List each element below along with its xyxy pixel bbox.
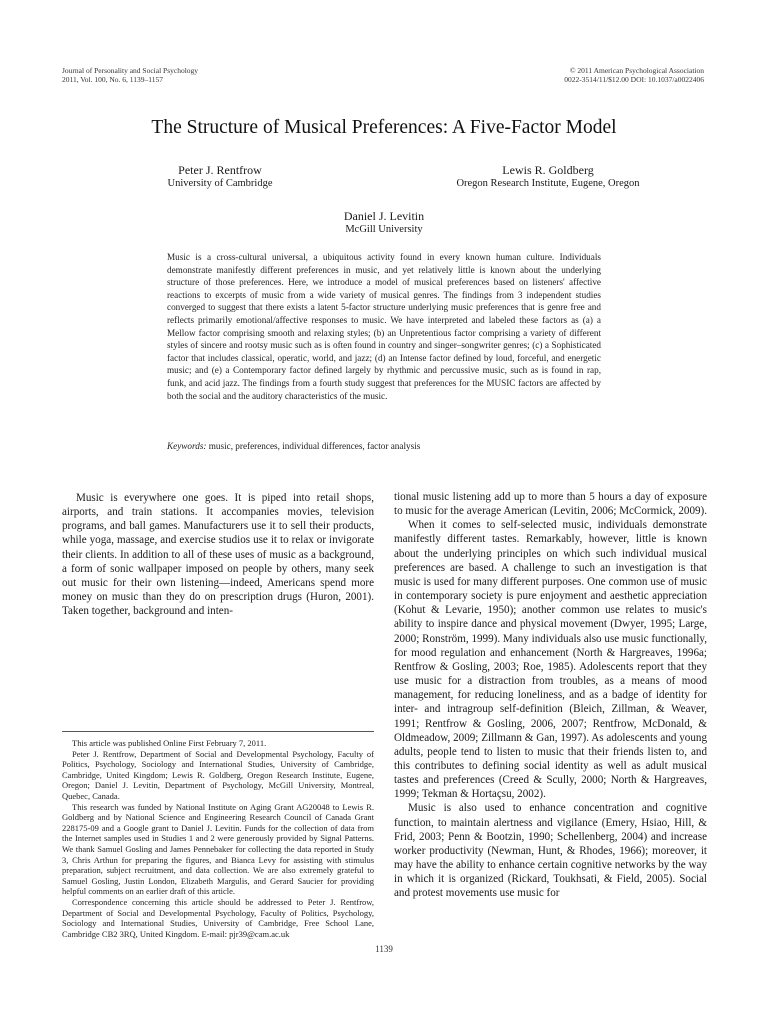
abstract: Music is a cross-cultural universal, a ubiquitous activity found in every known human culture. Individuals demonstrate manifestly different preferences in music, and yet relatively little is known about the underlying structure of those preferences. Here, we introduce a model of musical preferences based on listeners' affective reactions to excerpts of music from a wide variety of musical genres. The findings from 3 independent studies converged to suggest that there exists a latent 5-factor structure underlying music preferences that is genre free and reflects primarily emotional/affective responses to music. We have interpreted and labeled these factors as (a) a Mellow factor comprising smooth and relaxing styles; (b) an Unpretentious factor comprising a variety of different styles of sincere and rootsy music such as is often found in country and singer–songwriter genres; (c) a Sophisticated factor that includes classical, operatic, world, and jazz; (d) an Intense factor defined by loud, forceful, and energetic music; and (e) a Contemporary factor defined largely by rhythmic and percussive music, such as is found in rap, funk, and acid jazz. The findings from a fourth study suggest that preferences for the MUSIC factors are affected by both the social and the auditory characteristics of the music. [167,252,601,401]
body-paragraph: Music is everywhere one goes. It is piped into retail shops, airports, and train stations. It accompanies movies, television programs, and ball games. Manufacturers use it to sell their products, while yoga, massage, and exercise studios use it to relax or invigorate their clients. In addition to all of these uses of music as a background, a form of sonic wallpaper imposed on people by others, many seek out music for their own listening—indeed, Americans spend more money on music than they do on prescription drugs (Huron, 2001). Taken together, background and inten- [62,492,374,618]
author-name: Daniel J. Levitin [343,209,425,223]
doi-line: 0022-3514/11/$12.00 DOI: 10.1037/a0022406 [564,75,704,84]
copyright-line: © 2011 American Psychological Association [569,66,704,75]
body-column-left [62,491,374,618]
body-paragraph: When it comes to self-selected music, individuals demonstrate manifestly different tastes. Remarkably, however, little is known about the underlying principles on which such individual musical preferences are based. A challenge to such an investigation is that music is used for many different purposes. One common use of music in contemporary society is pure enjoyment and aesthetic appreciation (Kohut & Levarie, 1950); another common use relates to music's ability to inspire dance and physical movement (Dwyer, 1995; Large, 2000; Ronström, 1999). Many individuals also use music functionally, for mood regulation and enhancement (North & Hargreaves, 1996a; Rentfrow & Gosling, 2003; Roe, 1985). Adolescents report that they use music for a distraction from troubles, as a means of mood management, for reducing loneliness, and as a badge of identity for inter- and intragroup self-definition (Bleich, Zillman, & Weaver, 1991; Rentfrow & Gosling, 2006, 2007; Rentfrow, McDonald, & Oldmeadow, 2009; Zillmann & Gan, 1997). As adolescents and young adults, people tend to listen to music that their friends listen to, and this contributes to defining social identity as well as adult musical tastes and preferences (Creed & Scully, 2000; North & Hargreaves, 1999; Tekman & Hortaçsu, 2002). [394,519,707,801]
page-number: 1139 [375,944,393,954]
author-affiliation: McGill University [345,224,423,235]
body-column-right [394,490,707,901]
body-paragraph: Music is also used to enhance concentration and cognitive function, to maintain alertness and vigilance (Emery, Hsiao, Hill, & Frid, 2003; Penn & Bootzin, 1990; Schellenberg, 2004) and increase worker productivity (Newman, Hunt, & Rhodes, 1966); moreover, it may have the ability to enhance certain cognitive networks by the way in which it is organized (Rickard, Toukhsati, & Field, 2005). Social and protest movements use music for [394,802,707,900]
journal-citation [62,66,198,84]
body-paragraph: tional music listening add up to more than 5 hours a day of exposure to music for the average American (Levitin, 2006; McCormick, 2009). [394,491,708,518]
author-block [284,210,484,236]
keywords [167,440,601,452]
footnote-divider [62,731,374,732]
author-block [140,164,300,190]
footnote-paragraph: This article was published Online First February 7, 2011. [72,738,267,748]
author-affiliation: University of Cambridge [167,178,273,189]
keywords-label: Keywords: [167,441,207,451]
author-name: Peter J. Rentfrow [178,163,262,177]
author-block [408,164,688,190]
journal-name: Journal of Personality and Social Psychology [62,66,199,75]
journal-volume: 2011, Vol. 100, No. 6, 1139–1157 [62,75,163,84]
footnote-paragraph: Correspondence concerning this article should be addressed to Peter J. Rentfrow, Department of Social and Developmental Psychology, Faculty of Politics, Psychology, Sociology and International Studies, University of Cambridge, Free School Lane, Cambridge CB2 3RQ, United Kingdom. E-mail: pjr39@cam.ac.uk [62,896,374,939]
footnote-paragraph: Peter J. Rentfrow, Department of Social and Developmental Psychology, Faculty of Politics, Psychology, Sociology and International Studies, University of Cambridge, Cambridge, United Kingdom; Lewis R. Goldberg, Oregon Research Institute, Eugene, Oregon; Daniel J. Levitin, Department of Psychology, McGill University, Montreal, Quebec, Canada. [62,748,374,801]
author-name: Lewis R. Goldberg [502,163,594,177]
article-title: The Structure of Musical Preferences: A Five-Factor Model [151,117,617,138]
author-affiliation: Oregon Research Institute, Eugene, Oregon [456,178,640,189]
copyright-block [564,66,704,84]
footnote-paragraph: This research was funded by National Institute on Aging Grant AG20048 to Lewis R. Goldberg and by National Science and Engineering Research Council of Canada Grant 228175-09 and a Google grant to Daniel J. Levitin. Funds for the collection of data from the Internet samples used in Studies 1 and 2 were generously provided by Signal Patterns. We thank Samuel Gosling and James Pennebaker for collecting the data reported in Study 3, Chris Arthun for preparing the figures, and Bianca Levy for assisting with stimulus preparation, subject recruitment, and data collection. We are also extremely grateful to Samuel Gosling, Justin London, Elizabeth Margulis, and Gerard Saucier for providing helpful comments on an earlier draft of this article. [62,801,374,897]
keywords-text: music, preferences, individual differences, factor analysis [206,441,421,451]
author-note [62,738,374,939]
